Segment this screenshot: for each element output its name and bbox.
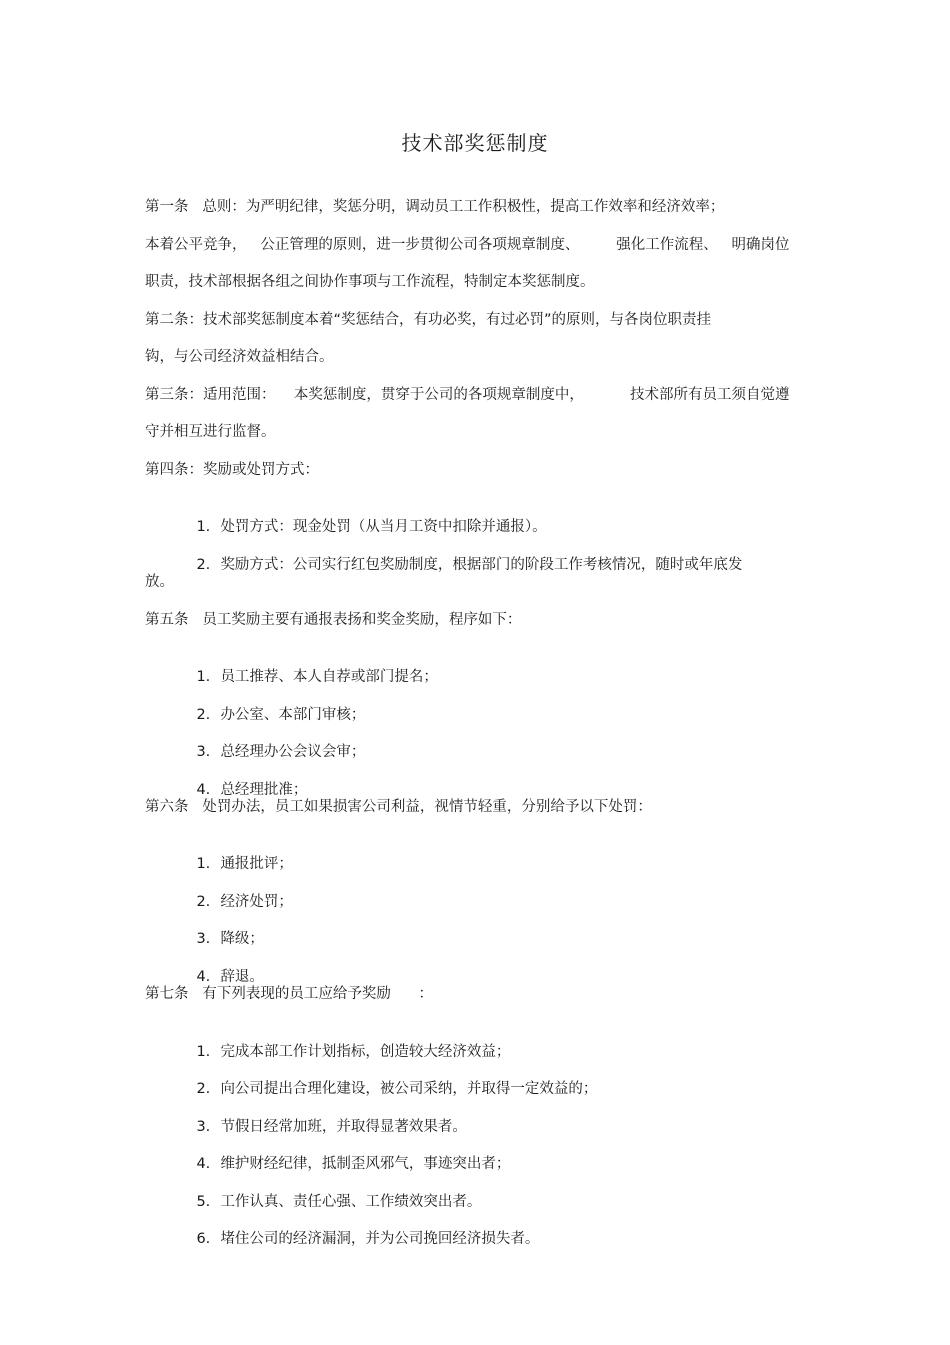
list-item-number: 2. xyxy=(196,1081,211,1097)
list-item-text: 奖励方式：公司实行红包奖励制度，根据部门的阶段工作考核情况，随时或年底发 xyxy=(220,557,743,573)
list-item-text: 维护财经纪律，抵制歪风邪气，事迹突出者； xyxy=(220,1156,511,1172)
list-item-number: 1. xyxy=(196,1044,211,1060)
list-item-number: 1. xyxy=(196,669,211,685)
list-item-number: 4. xyxy=(196,969,211,985)
list-item xyxy=(178,1209,539,1269)
list-item-number: 3. xyxy=(196,744,211,760)
list-item-number: 5. xyxy=(196,1194,211,1210)
list-item-text: 辞退。 xyxy=(220,969,264,985)
list-item-text: 工作认真、责任心强、工作绩效突出者。 xyxy=(220,1194,482,1210)
list-item-text: 经济处罚； xyxy=(220,894,293,910)
list-item-number: 2. xyxy=(196,894,211,910)
list-item-number: 4. xyxy=(196,1156,211,1172)
paragraph-line: 第一条 总则：为严明纪律，奖惩分明，调动员工工作积极性，提高工作效率和经济效率； xyxy=(145,199,725,215)
list-item-number: 1. xyxy=(196,519,211,535)
list-item-number: 3. xyxy=(196,931,211,947)
list-item-number: 6. xyxy=(196,1231,211,1247)
paragraph-line: 第七条 有下列表现的员工应给予奖励 ： xyxy=(145,986,433,1002)
list-item-number: 4. xyxy=(196,782,211,798)
list-item-text: 处罚方式：现金处罚（从当月工资中扣除并通报）。 xyxy=(220,519,547,535)
paragraph-line: 守并相互进行监督。 xyxy=(145,424,276,440)
list-item-text: 总经理批准； xyxy=(220,782,308,798)
list-item-text: 完成本部工作计划指标，创造较大经济效益； xyxy=(220,1044,511,1060)
paragraph-line: 第五条 员工奖励主要有通报表扬和奖金奖励，程序如下： xyxy=(145,612,522,628)
paragraph-line: 本着公平竞争， 公正管理的原则，进一步贯彻公司各项规章制度、 强化工作流程、 明确岗位 xyxy=(145,237,790,253)
list-item-text: 通报批评； xyxy=(220,856,293,872)
list-item-number: 2. xyxy=(196,557,211,573)
list-item-number: 3. xyxy=(196,1119,211,1135)
list-item-text: 向公司提出合理化建设，被公司采纳，并取得一定效益的； xyxy=(220,1081,598,1097)
list-item-text: 节假日经常加班，并取得显著效果者。 xyxy=(220,1119,467,1135)
paragraph-line: 第四条：奖励或处罚方式： xyxy=(145,462,319,478)
list-item-text: 办公室、本部门审核； xyxy=(220,707,366,723)
document-title: 技术部奖惩制度 xyxy=(401,131,549,155)
paragraph-line: 职责，技术部根据各组之间协作事项与工作流程，特制定本奖惩制度。 xyxy=(145,274,595,290)
list-item-number: 2. xyxy=(196,707,211,723)
paragraph-line: 钩，与公司经济效益相结合。 xyxy=(145,349,334,365)
paragraph-line: 第三条：适用范围： 本奖惩制度，贯穿于公司的各项规章制度中， 技术部所有员工须自觉遵 xyxy=(145,387,790,403)
list-item-text: 堵住公司的经济漏洞，并为公司挽回经济损失者。 xyxy=(220,1231,540,1247)
list-item-text: 降级； xyxy=(220,931,264,947)
paragraph-line: 第二条：技术部奖惩制度本着“奖惩结合，有功必奖，有过必罚”的原则，与各岗位职责挂 xyxy=(145,312,712,328)
list-item-text: 总经理办公会议会审； xyxy=(220,744,366,760)
paragraph-line: 第六条 处罚办法，员工如果损害公司利益，视情节轻重，分别给予以下处罚： xyxy=(145,799,652,815)
list-item xyxy=(178,535,742,595)
paragraph-line: 放。 xyxy=(145,574,174,590)
list-item-text: 员工推荐、本人自荐或部门提名； xyxy=(220,669,438,685)
list-item-number: 1. xyxy=(196,856,211,872)
